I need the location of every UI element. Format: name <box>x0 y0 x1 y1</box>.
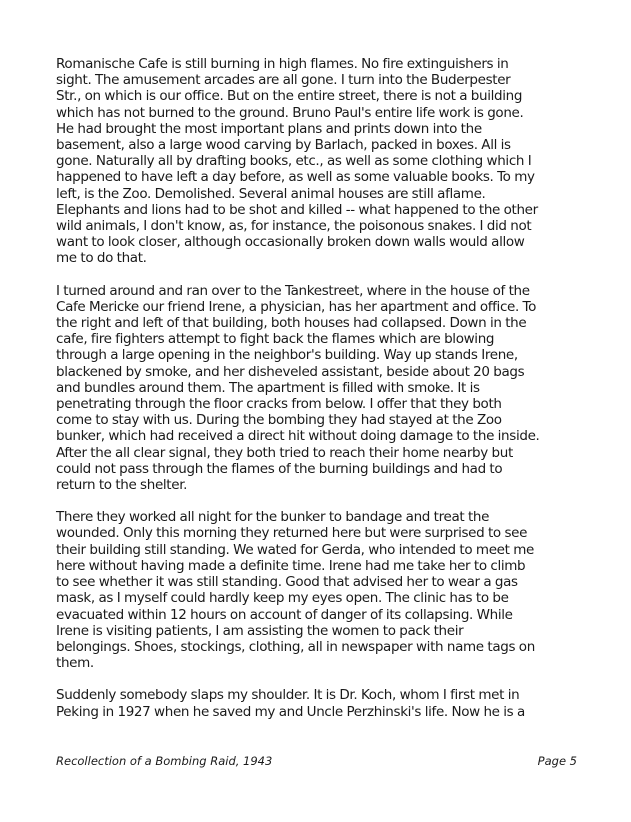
text-line: cafe, fire fighters attempt to fight back the flames which are blowing <box>56 331 495 348</box>
text-line: mask, as I myself could hardly keep my eyes open. The clinic has to be <box>56 590 509 607</box>
text-line: Peking in 1927 when he saved my and Uncle Perzhinski's life. Now he is a <box>56 703 525 720</box>
text-line: penetrating through the floor cracks from below. I offer that they both <box>56 396 502 413</box>
text-line: happened to have left a day before, as well as some valuable books. To my <box>56 169 535 186</box>
text-line: He had brought the most important plans and prints down into the <box>56 120 482 137</box>
text-line: There they worked all night for the bunker to bandage and treat the <box>56 509 490 526</box>
text-line: evacuated within 12 hours on account of danger of its collapsing. While <box>56 606 513 623</box>
text-line: Romanische Cafe is still burning in high flames. No fire extinguishers in <box>56 56 509 72</box>
text-line: wild animals, I don't know, as, for instance, the poisonous snakes. I did not <box>56 218 532 235</box>
text-line: belongings. Shoes, stockings, clothing, all in newspaper with name tags on <box>56 638 535 655</box>
text-line: and bundles around them. The apartment is filled with smoke. It is <box>56 379 480 396</box>
text-line: Irene is visiting patients, I am assisting the women to pack their <box>56 622 464 639</box>
text-line: return to the shelter. <box>56 477 188 494</box>
text-line: Suddenly somebody slaps my shoulder. It is Dr. Koch, whom I first met in <box>56 687 520 704</box>
text-line: blackened by smoke, and her disheveled assistant, beside about 20 bags <box>56 363 525 380</box>
paragraph-2 <box>56 283 578 494</box>
text-line: want to look closer, although occasionally broken down walls would allow <box>56 234 525 251</box>
text-line: Elephants and lions had to be shot and killed -- what happened to the other <box>56 201 538 218</box>
text-line: wounded. Only this morning they returned here but were surprised to see <box>56 525 528 542</box>
text-line: Str., on which is our office. But on the entire street, there is not a building <box>56 88 523 105</box>
text-line: the right and left of that building, both houses had collapsed. Down in the <box>56 315 527 332</box>
text-line: which has not burned to the ground. Bruno Paul's entire life work is gone. <box>56 104 524 121</box>
text-line: them. <box>56 655 94 672</box>
text-line: gone. Naturally all by drafting books, etc., as well as some clothing which I <box>56 153 532 170</box>
document-body <box>56 56 578 736</box>
text-line: left, is the Zoo. Demolished. Several animal houses are still aflame. <box>56 185 486 202</box>
text-line: Cafe Mericke our friend Irene, a physician, has her apartment and office. To <box>56 298 537 315</box>
text-line: to see whether it was still standing. Good that advised her to wear a gas <box>56 574 518 591</box>
text-line: me to do that. <box>56 250 147 267</box>
text-line: I turned around and ran over to the Tankestreet, where in the house of the <box>56 282 530 299</box>
page-footer <box>56 754 577 770</box>
text-line: come to stay with us. During the bombing they had stayed at the Zoo <box>56 412 502 429</box>
text-line: through a large opening in the neighbor's building. Way up stands Irene, <box>56 347 518 364</box>
text-line: could not pass through the flames of the burning buildings and had to <box>56 460 503 477</box>
text-line: sight. The amusement arcades are all gone. I turn into the Buderpester <box>56 72 511 89</box>
text-line: their building still standing. We wated for Gerda, who intended to meet me <box>56 541 534 558</box>
footer-title: Recollection of a Bombing Raid, 1943 <box>56 754 273 768</box>
paragraph-3 <box>56 509 578 671</box>
paragraph-1 <box>56 56 578 267</box>
text-line: basement, also a large wood carving by Barlach, packed in boxes. All is <box>56 137 511 154</box>
page-number: Page 5 <box>537 754 577 768</box>
text-line: After the all clear signal, they both tried to reach their home nearby but <box>56 444 513 461</box>
paragraph-4 <box>56 687 578 719</box>
text-line: bunker, which had received a direct hit without doing damage to the inside. <box>56 428 540 445</box>
text-line: here without having made a definite time. Irene had me take her to climb <box>56 557 526 574</box>
